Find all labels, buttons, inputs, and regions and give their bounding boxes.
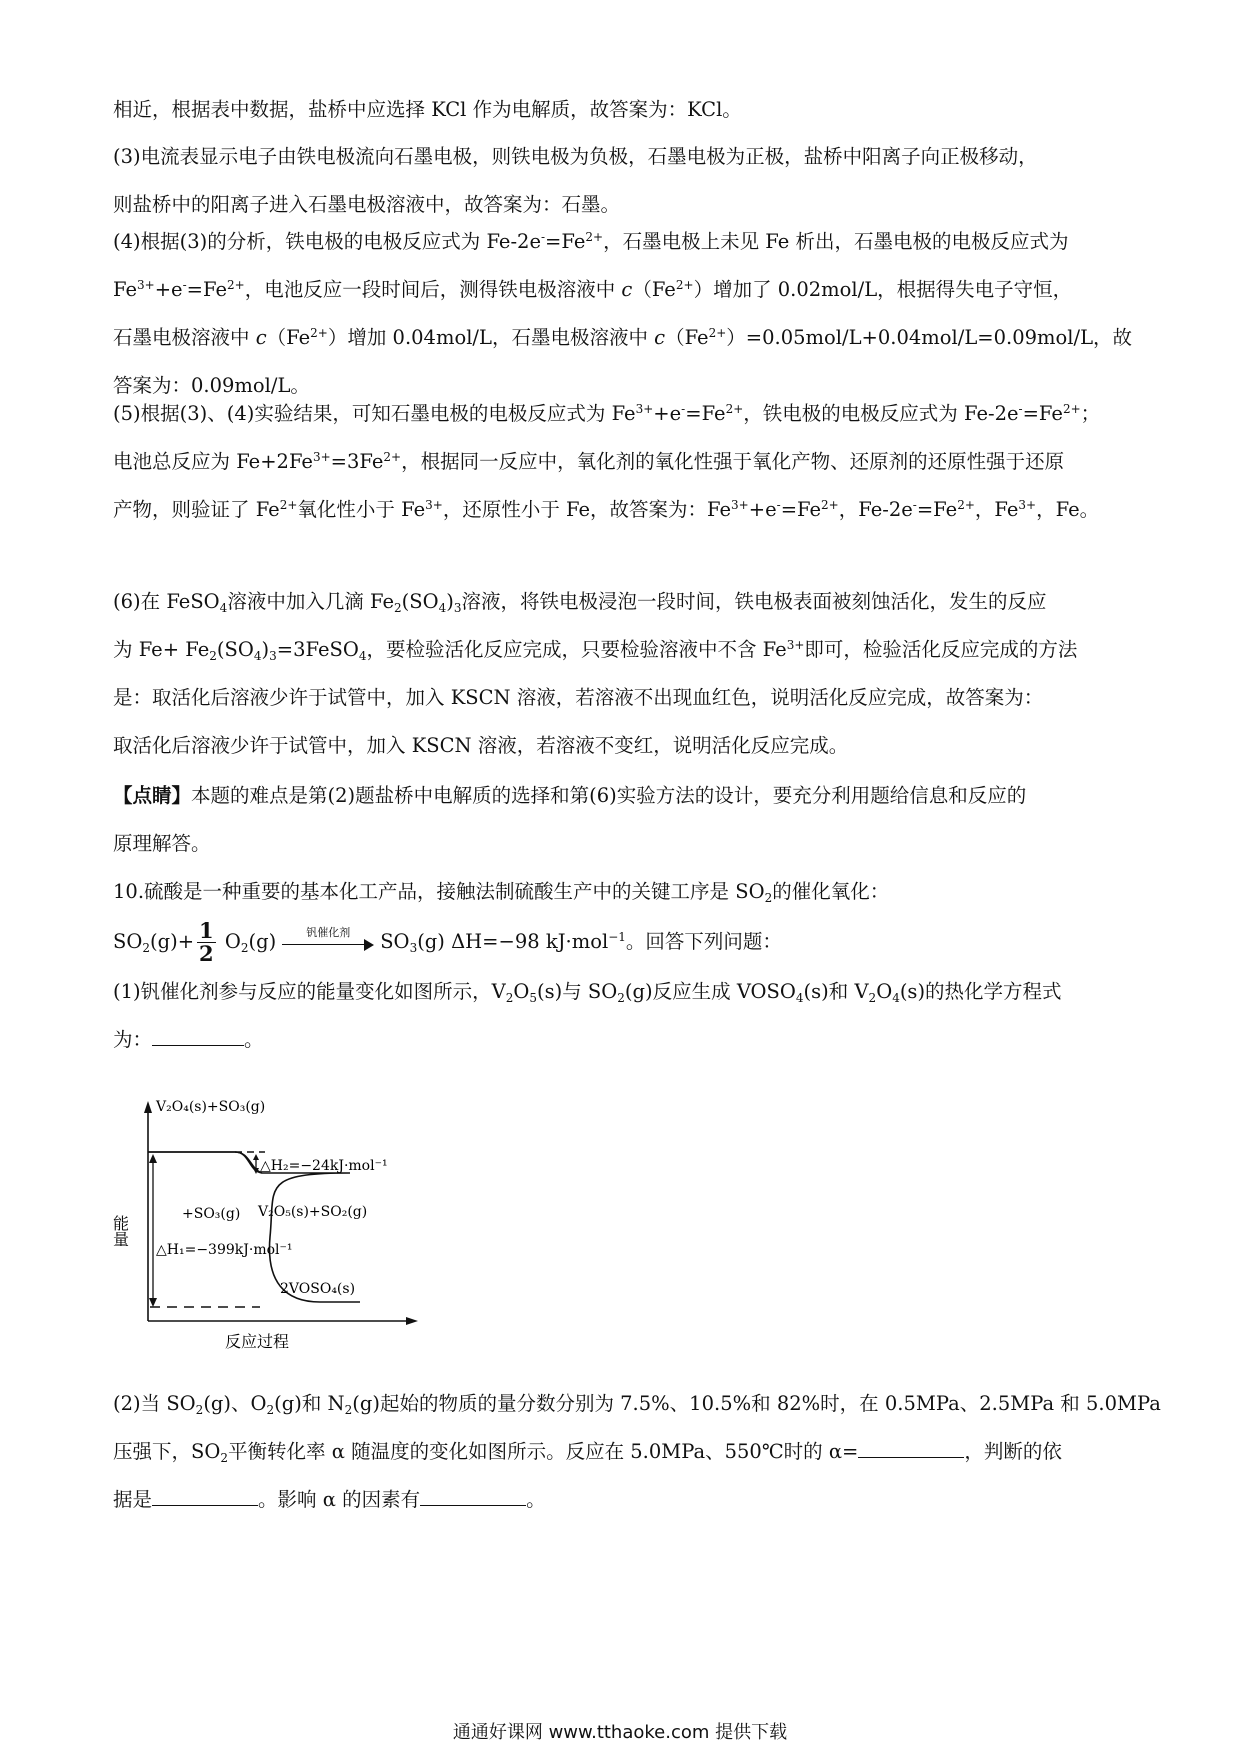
text-line: (1)钒催化剂参与反应的能量变化如图所示，$V_2O_5(s)$与 $SO_2(g)$反应生成 $VOSO_4(s)$和 $V_2O_4(s)$的热化学方程式 — [113, 980, 1062, 1005]
label-vooso4: 2VOSO₄(s) — [280, 1281, 356, 1297]
energy-diagram — [110, 1097, 430, 1353]
paragraph-dianjing — [113, 772, 1133, 868]
paragraph-kcl-answer — [113, 86, 1133, 134]
text-line: 答案为：0.09mol/L。 — [113, 374, 310, 397]
question-10 — [113, 868, 1133, 1064]
label-dh1: △H₁=−399kJ·mol⁻¹ — [156, 1242, 293, 1258]
text-line: 取活化后溶液少许于试管中，加入 KSCN 溶液，若溶液不变红，说明活化反应完成。 — [113, 734, 849, 757]
paragraph-3 — [113, 133, 1133, 229]
y-axis-arrow — [144, 1101, 152, 1113]
text-line: (5)根据(3)、(4)实验结果，可知石墨电极的电极反应式为 $Fe^{3+}+e^-=Fe^{2+}$，铁电极的电极反应式为 $Fe-2e^-=Fe^{2+}$； — [113, 402, 1101, 425]
text-line: 原理解答。 — [113, 832, 211, 855]
page-footer: 通通好课网 www.tthaoke.com 提供下载 — [452, 1722, 788, 1743]
dianjing-tag: 【点睛】 — [113, 784, 192, 807]
label-v2o5-so2: V₂O₅(s)+SO₂(g) — [258, 1204, 368, 1220]
text-line: 为： 。 — [113, 1028, 264, 1051]
x-axis-arrow — [406, 1317, 418, 1325]
energy-curve — [148, 1152, 360, 1302]
text-line: $Fe^{3+}+e^-=Fe^{2+}$，电池反应一段时间后，测得铁电极溶液中 $c(Fe^{2+})$增加了 0.02mol/L，根据得失电子守恒， — [113, 278, 1073, 301]
answer-blank[interactable] — [152, 1027, 244, 1046]
equation-line: $SO_2(g)+$ $\frac{1}{2}$ $O_2(g)$ 钒催化剂 $SO_3(g)$ ΔH=−98 kJ·mol$^{-1}$。回答下列问题： — [113, 918, 782, 966]
reaction-arrow — [282, 925, 374, 953]
text-line: 压强下，$SO_2$平衡转化率 α 随温度的变化如图所示。反应在 5.0MPa、550℃时的 α= ，判断的依 — [113, 1440, 1062, 1465]
fraction-one-half: $\frac{1}{2}$ — [199, 918, 214, 966]
text-line: 则盐桥中的阳离子进入石墨电极溶液中，故答案为：石墨。 — [113, 193, 621, 216]
answer-blank-basis[interactable] — [152, 1487, 258, 1506]
label-dh2: △H₂=−24kJ·mol⁻¹ — [260, 1158, 388, 1174]
label-plus-so3: +SO₃(g) — [182, 1206, 241, 1222]
paragraph-5 — [113, 390, 1133, 534]
label-v2o4-so3: V₂O₄(s)+SO₃(g) — [156, 1099, 266, 1115]
text-line: (4)根据(3)的分析，铁电极的电极反应式为 $Fe-2e^-=Fe^{2+}$，石墨电极上未见 Fe 析出，石墨电极的电极反应式为 — [113, 230, 1069, 253]
text-line: (3)电流表显示电子由铁电极流向石墨电极，则铁电极为负极，石墨电极为正极，盐桥中阳离子向正极移动， — [113, 145, 1038, 168]
text-line: 产物，则验证了 $Fe^{2+}$氧化性小于 $Fe^{3+}$，还原性小于 Fe，故答案为：$Fe^{3+}+e^-=Fe^{2+}$，$Fe-2e^-=Fe^{2+}$，$Fe^{3+}$，Fe。 — [113, 498, 1100, 521]
text-line: 是：取活化后溶液少许于试管中，加入 KSCN 溶液，若溶液不出现血红色，说明活化反应完成，故答案为： — [113, 686, 1044, 709]
answer-blank-factors[interactable] — [420, 1487, 526, 1506]
answer-blank-alpha[interactable] — [858, 1439, 964, 1458]
y-axis-label: 能量 — [110, 1215, 130, 1247]
paragraph-4 — [113, 218, 1133, 410]
text-line: (6)在 FeSO$_4$溶液中加入几滴 $Fe_2(SO_4)_3$溶液，将铁电极浸泡一段时间，铁电极表面被刻蚀活化，发生的反应 — [113, 590, 1047, 615]
catalyst-label: 钒催化剂 — [306, 925, 351, 939]
text-line: 为 $Fe+ Fe_2(SO_4)_3=3FeSO_4$，要检验活化反应完成，只要检验溶液中不含 $Fe^{3+}$即可，检验活化反应完成的方法 — [113, 638, 1078, 663]
question-10-part-2 — [113, 1380, 1161, 1524]
x-axis-label: 反应过程 — [225, 1332, 290, 1351]
text-line: 相近，根据表中数据，盐桥中应选择 KCl 作为电解质，故答案为：KCl。 — [113, 98, 742, 121]
paragraph-6 — [113, 578, 1133, 770]
text-line: 据是 。影响 α 的因素有 。 — [113, 1488, 546, 1511]
text-line: (2)当 $SO_2(g)$、$O_2(g)$和 $N_2(g)$起始的物质的量分数分别为 7.5%、10.5%和 82%时，在 0.5MPa、2.5MPa 和 5.0MPa — [113, 1392, 1161, 1417]
text-line: 电池总反应为 $Fe+2Fe^{3+}=3Fe^{2+}$，根据同一反应中，氧化剂的氧化性强于氧化产物、还原剂的还原性强于还原 — [113, 450, 1065, 473]
text-line: 10.硫酸是一种重要的基本化工产品，接触法制硫酸生产中的关键工序是 $SO_2$的催化氧化： — [113, 880, 890, 905]
text-line: 【点睛】本题的难点是第(2)题盐桥中电解质的选择和第(6)实验方法的设计，要充分利用题给信息和反应的 — [113, 784, 1027, 807]
text-line: 石墨电极溶液中 $c(Fe^{2+})$增加 0.04mol/L，石墨电极溶液中 $c(Fe^{2+})=0.05mol/L+0.04mol/L=0.09mol/L$，故 — [113, 326, 1133, 349]
